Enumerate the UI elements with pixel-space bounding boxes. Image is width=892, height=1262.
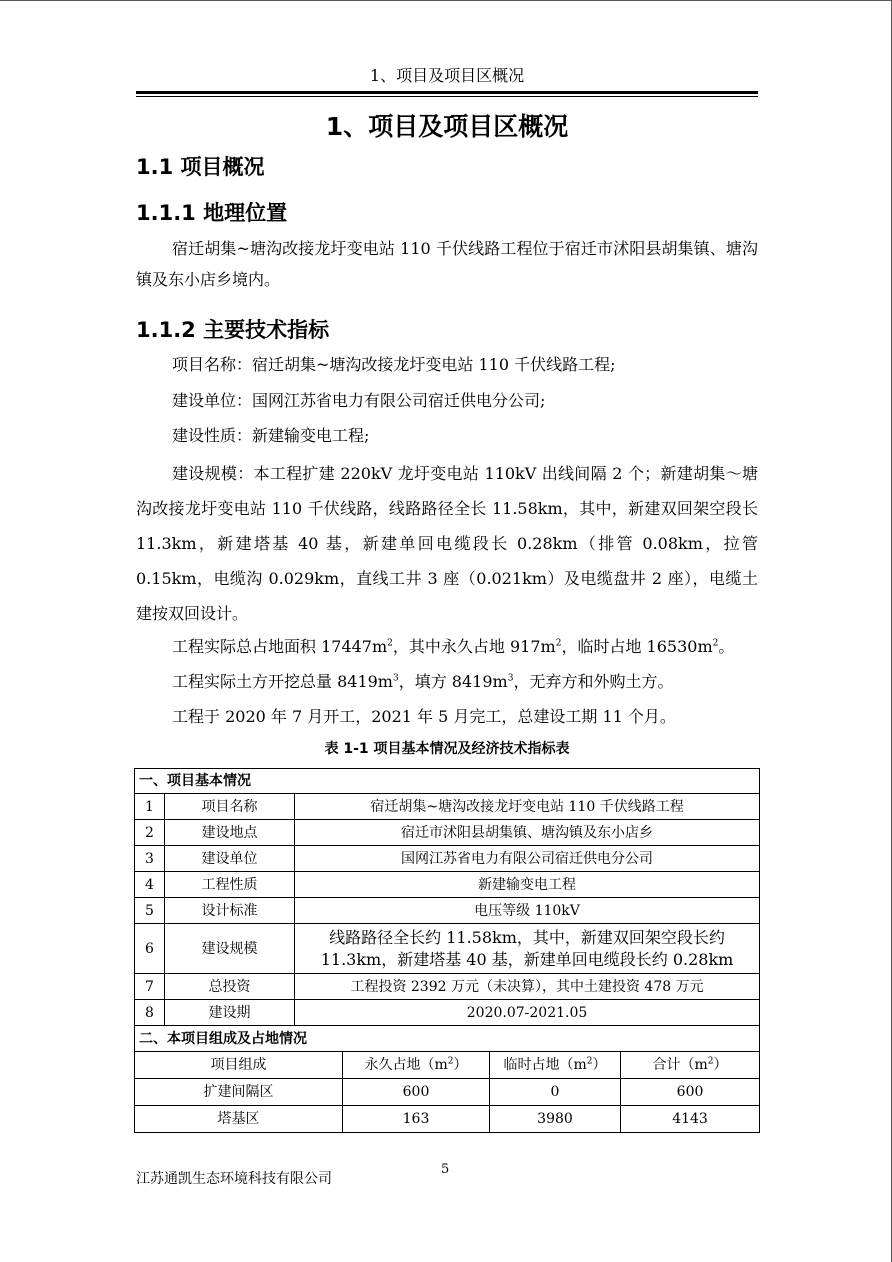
land-temporary: 3980 [490,1106,621,1133]
table-row [135,898,760,924]
row-label: 建设期 [165,1000,295,1026]
row-label: 总投资 [165,974,295,1000]
page-border-top [0,0,892,1]
table-row [135,924,760,974]
project-name-paragraph: 项目名称：宿迁胡集~塘沟改接龙圩变电站 110 千伏线路工程; [172,355,616,374]
land-area-paragraph: 工程实际总占地面积 $17447m^2$，其中永久占地 $917m^2$，临时占地 $16530m^2$。 [172,637,735,656]
table-row [135,974,760,1000]
schedule-paragraph: 工程于 2020 年 7 月开工，2021 年 5 月完工，总建设工期 11 个月。 [172,707,676,726]
land-name: 扩建间隔区 [135,1079,343,1106]
page-number: 5 [441,1162,450,1177]
table-row [135,1000,760,1026]
row-value: 新建输变电工程 [295,872,760,898]
row-number: 3 [135,846,165,872]
table-row [135,794,760,820]
row-number: 5 [135,898,165,924]
heading-1-1: 1.1 项目概况 [136,155,265,179]
header-rule-thick [136,91,758,94]
footer-company: 江苏通凯生态环境科技有限公司 [136,1171,332,1187]
location-paragraph: 宿迁胡集~塘沟改接龙圩变电站 110 千伏线路工程位于宿迁市沭阳县胡集镇、塘沟镇及东小店乡境内。 [136,239,758,289]
row-value: 宿迁市沭阳县胡集镇、塘沟镇及东小店乡 [295,820,760,846]
row-number: 8 [135,1000,165,1026]
land-permanent: 600 [343,1079,490,1106]
row-label: 项目名称 [165,794,295,820]
row-number: 4 [135,872,165,898]
table-section-basic: 一、项目基本情况 [135,769,760,794]
land-name: 塔基区 [135,1106,343,1133]
land-header-temporary: 临时占地$(m^2)$ [490,1052,621,1079]
row-value: 国网江苏省电力有限公司宿迁供电分公司 [295,846,760,872]
table-section-row [135,769,760,794]
earthwork-paragraph: 工程实际土方开挖总量 $8419m^3$，填方 $8419m^3$，无弃方和外购土方。 [172,672,674,691]
land-total: 600 [621,1079,760,1106]
land-permanent: 163 [343,1106,490,1133]
row-label: 工程性质 [165,872,295,898]
row-value: 线路路径全长约 11.58km，其中，新建双回架空段长约 11.3km，新建塔基 40 基，新建单回电缆段长约 0.28km [295,924,760,974]
land-header-component: 项目组成 [135,1052,343,1079]
row-label: 建设地点 [165,820,295,846]
table-section-land: 二、本项目组成及占地情况 [135,1026,760,1052]
land-header-total: 合计$(m^2)$ [621,1052,760,1079]
table-section-row [135,1026,760,1052]
row-value: 宿迁胡集~塘沟改接龙圩变电站 110 千伏线路工程 [295,794,760,820]
heading-1-1-1: 1.1.1 地理位置 [136,201,288,225]
row-label: 建设单位 [165,846,295,872]
land-temporary: 0 [490,1079,621,1106]
table-caption: 表 1-1 项目基本情况及经济技术指标表 [324,741,570,757]
land-header-row [135,1052,760,1079]
table-row [135,820,760,846]
construction-scale-paragraph: 建设规模：本工程扩建 220kV 龙圩变电站 110kV 出线间隔 2 个；新建胡集～塘沟改接龙圩变电站 110 千伏线路，线路路径全长 11.58km，其中，新建双回架空段长 11.3km，新建塔基 40 基，新建单回电缆段长 0.28km（排管 0.08km，拉管 0.15km，电缆沟 0.029km，直线工井 3 座（0.021km）及电缆盘井 2 座），电缆土建按双回设计。 [136,464,758,623]
row-value: 2020.07-2021.05 [295,1000,760,1026]
row-number: 1 [135,794,165,820]
land-row [135,1079,760,1106]
land-total: 4143 [621,1106,760,1133]
table-row [135,846,760,872]
row-label: 设计标准 [165,898,295,924]
table-row [135,872,760,898]
row-value: 电压等级 110kV [295,898,760,924]
row-number: 7 [135,974,165,1000]
construction-unit-paragraph: 建设单位：国网江苏省电力有限公司宿迁供电分公司; [172,391,546,410]
row-value: 工程投资 2392 万元（未决算），其中土建投资 478 万元 [295,974,760,1000]
chapter-title: 1、项目及项目区概况 [325,112,569,141]
land-header-permanent: 永久占地$(m^2)$ [343,1052,490,1079]
heading-1-1-2: 1.1.2 主要技术指标 [136,318,330,342]
row-number: 2 [135,820,165,846]
header-rule-thin [136,96,758,97]
construction-nature-paragraph: 建设性质：新建输变电工程; [172,426,370,445]
running-header: 1、项目及项目区概况 [369,66,525,85]
row-number: 6 [135,924,165,974]
row-label: 建设规模 [165,924,295,974]
land-row [135,1106,760,1133]
project-info-table [134,768,760,1133]
